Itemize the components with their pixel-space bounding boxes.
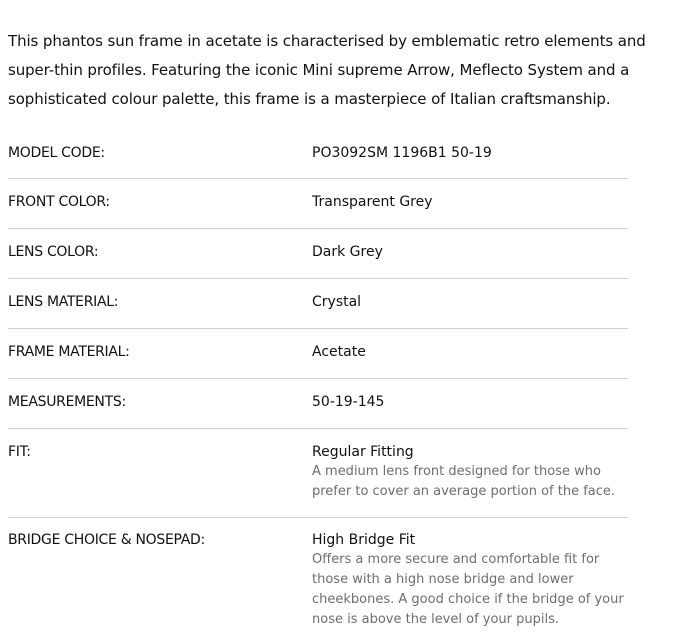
spec-value [312,394,628,410]
spec-label: MEASUREMENTS: [8,394,126,410]
spec-label: FRONT COLOR: [8,194,110,210]
spec-value-main: Transparent Grey [312,194,433,210]
spec-value-note: A medium lens front designed for those who prefer to cover an average portion of the face. [312,464,616,499]
spec-value [312,145,628,161]
spec-value [312,294,628,310]
spec-row-model-code [8,130,628,179]
spec-row-fit [8,429,628,518]
spec-table [8,130,628,638]
spec-row-lens-color [8,229,628,279]
spec-value [312,444,628,502]
spec-label: FIT: [8,444,31,460]
spec-value [312,244,628,260]
spec-value-main: 50-19-145 [312,394,385,410]
spec-value [312,532,628,630]
spec-row-front-color [8,179,628,229]
spec-value-main: Acetate [312,344,366,360]
spec-value-main: PO3092SM 1196B1 50-19 [312,145,492,161]
spec-label: LENS COLOR: [8,244,99,260]
product-description: This phantos sun frame in acetate is characterised by emblematic retro elements and super-thin profiles. Featuring the iconic Mini supreme Arrow, Meflecto System and a sophisticated colour palette, this frame is a masterpiece of Italian craftsmanship. [8,32,646,108]
spec-value-main: Dark Grey [312,244,383,260]
spec-row-frame-material [8,329,628,379]
spec-value-note: Offers a more secure and comfortable fit for those with a high nose bridge and lower cheekbones. A good choice if the bridge of your nose is above the level of your pupils. [312,552,624,627]
spec-value-main: Crystal [312,294,362,310]
spec-row-measurements [8,379,628,429]
spec-value-main: Regular Fitting [312,444,414,460]
spec-row-lens-material [8,279,628,329]
spec-label: BRIDGE CHOICE & NOSEPAD: [8,532,205,548]
spec-value [312,344,628,360]
spec-value-main: High Bridge Fit [312,532,416,548]
spec-value [312,194,628,210]
spec-label: MODEL CODE: [8,145,105,161]
spec-row-bridge-choice [8,518,628,638]
spec-label: LENS MATERIAL: [8,294,119,310]
spec-label: FRAME MATERIAL: [8,344,130,360]
